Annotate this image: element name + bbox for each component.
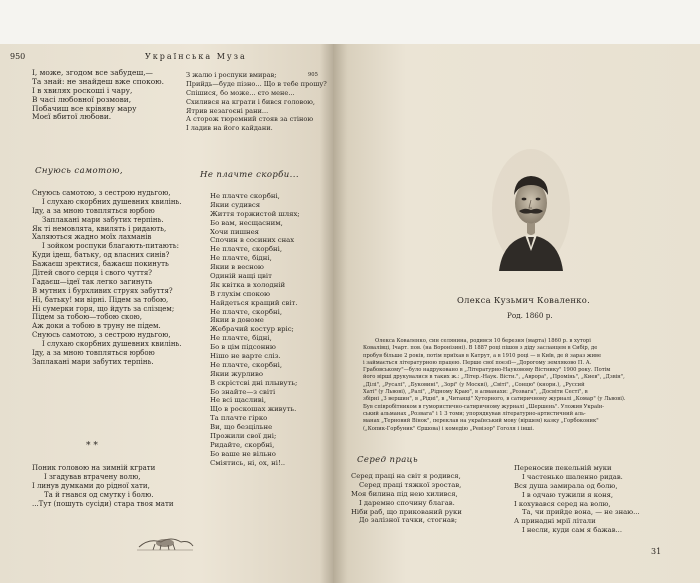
poem-line: Дітей свого серця і свого чуття? xyxy=(32,269,153,278)
poem-line: І ладив на його кайдани. xyxy=(186,124,273,133)
poem-line: Ні, батьку! ми вірні. Підем за тобою, xyxy=(32,295,169,304)
poem-line: Переносив пекельній муки xyxy=(514,464,612,472)
poem-line: В глухім спокою xyxy=(210,289,270,298)
bio-line: манах „Терновий Вінок", переклав на український мову (віршем) казку „Горбоконик" xyxy=(363,418,599,425)
poem-line: Заплакані мари забутих терпінь. xyxy=(42,215,164,224)
poem-line: Ні сумерки горя, що йдуть за слізцем; xyxy=(32,304,175,313)
poem-line: Як квітка в холодній xyxy=(210,280,286,289)
poem-line: Прийдь—буде пізно... Що в тебе прошу? xyxy=(186,79,327,88)
poem-line: Снуюсь самотою, з сестрою нудьгою, xyxy=(32,189,171,197)
bio-line: збірні „З вершин", в „Рідні", в „Читанці" Хуторного, в сатиричному журналі „Комар" (у Львові). xyxy=(363,396,626,403)
poem3-title: Не плачте скорби... xyxy=(200,170,299,180)
poem-line: Не всі щасливі, xyxy=(210,396,267,405)
poem-line: Ідy, а за мною товпляться юрбою xyxy=(32,349,155,358)
bio-line: його вірші друкувалися в таких ж.: „Літер.-Наук. Вістн.", „Аврора", „Промінь", „Киев", „Дзвін", xyxy=(363,374,625,381)
top-poem-right xyxy=(186,71,327,133)
poem-line: І даремно спочину благав. xyxy=(359,498,455,507)
poem-line: Снуюсь самотою, з сестрою нудьгою, xyxy=(32,331,171,340)
poem-line: Побачиш все крівяву мару xyxy=(32,103,137,113)
poem-line: Не плачте, бідні, xyxy=(210,334,272,343)
poem2-body xyxy=(32,464,174,508)
poem-line: Ідy, а за мною товпляться юрбою xyxy=(32,206,155,215)
poem-line: Моєї вбитої любови. xyxy=(32,112,112,122)
poem1-title: Снуюсь самотою, xyxy=(35,166,123,176)
poem-line: Та й гнався од смутку і болю. xyxy=(44,490,154,499)
poem-line: Якии судився xyxy=(210,200,261,209)
poem-line: І слухаю скорбних душевних квилінь. xyxy=(42,197,182,206)
poem-line: І линув думками до рідної хати, xyxy=(32,481,150,490)
poem-line: Заплакані мари забутих терпінь. xyxy=(32,357,154,366)
poem-line: Жебрачий костур вріс; xyxy=(210,325,294,334)
poem-line: Як ті немовлята, квилять і ридають, xyxy=(32,224,167,233)
bio-line: ський альманах „Розвага" і 1 3 томи; упорядкував літературно-артистичний аль- xyxy=(363,410,586,417)
poem-line: І зойком роспуки благають-питають: xyxy=(42,242,179,251)
poem-line: Спочин в сосиних снах xyxy=(210,236,295,245)
poem-line: Бо знайте—з світі xyxy=(210,387,276,396)
right-page xyxy=(308,44,700,583)
portrait-name: Олекса Кузьмич Коваленко. xyxy=(457,295,591,305)
poem-line: Не плачте, скорбні, xyxy=(210,245,283,254)
poem-line: В скрістсві дні плывуть; xyxy=(210,378,298,387)
poem-line: Не плачте, бідні, xyxy=(210,254,272,263)
poem-line: І кохувався серед на волю, xyxy=(514,499,611,508)
poem-line: Бо в цім підсонню xyxy=(210,343,276,352)
poem-line: І частенько шаленно ридав. xyxy=(522,472,623,481)
poem-line: В часі любовної розмови, xyxy=(32,94,132,104)
poem-line: А принадні мрії літали xyxy=(514,517,596,526)
ornament-vignette xyxy=(135,530,195,552)
bio-line: Був співробітником в гумористично-сатиричному журналі „Шершень". Уложив Україн- xyxy=(363,403,604,410)
left-page-number: 950 xyxy=(10,52,26,61)
poem-line: Серед праці на світ я родився, xyxy=(351,472,461,480)
poem-line: Спішися, бо може... єто мене... xyxy=(186,88,295,97)
poem-line: Не плачте скорбні, xyxy=(210,192,280,200)
poem-line: І згадував втрачену волю, xyxy=(44,472,141,481)
poem-line: Якии в дономе xyxy=(210,316,264,325)
portrait-caption: Род. 1860 р. xyxy=(507,311,553,320)
bio-line: Грабовському"—було надруковано в „Літературно-Науковому Вістнику" 1900 року. Потім xyxy=(363,367,611,374)
top-poem-left xyxy=(32,69,164,122)
poem-line: Найдеться кращий світ. xyxy=(210,298,298,307)
poem-line: Якии журливо xyxy=(210,369,264,378)
poem-line: В мутних і бурхливих струях забуття? xyxy=(32,286,173,295)
poem-line: Ридайте, скорбні, xyxy=(210,440,275,449)
poem-line: Схилився на кграти і бився головою, xyxy=(186,97,316,106)
poem-line: Вся душа замирала од болю, xyxy=(514,481,618,490)
poem-line: Бо вам, несщасним, xyxy=(210,218,283,227)
poem-line: Нішо не варте сліз. xyxy=(210,352,281,361)
poem-line: Та знай: не знайдеш вже спокою. xyxy=(32,76,164,86)
poem-line: Аж доки а тобою в труну не підем. xyxy=(32,322,161,331)
poem-line: Халяються жадно моїх лахманів xyxy=(32,233,152,242)
poem-line: Та плачте гірко xyxy=(210,414,268,423)
poem-line: Серед праці тяжкої зростав, xyxy=(359,480,462,489)
poem-line: І слухаю скорбних душевних квилінь. xyxy=(42,340,182,349)
poem-line: Бажаєш зректися, бажаєш покинуть xyxy=(32,260,169,269)
poem-line: Сміятись, ні, ох, ні!.. xyxy=(210,458,286,467)
poem-line: Що в роскошах живуть. xyxy=(210,405,297,414)
poem-left-column xyxy=(351,472,462,525)
poem-line: І, може, згодом все забудеш,— xyxy=(32,68,153,77)
poem-line: Якии в весною xyxy=(210,263,264,272)
bio-line: „Ділі", „Русалі", „Буковині", „Зорі" (у Москві), „Світі", „Сонцю" (кнори.), „Руссий xyxy=(363,381,585,388)
poem-line: Поник головою на зимній кграти xyxy=(32,464,156,472)
left-page xyxy=(0,44,333,583)
poem-line: Не плачте, скорбні, xyxy=(210,360,283,369)
poem-line: І в хвилях роскоші і чару, xyxy=(32,85,133,95)
poem-line: Не плачте, скорбні, xyxy=(210,307,283,316)
corner-number: 905 xyxy=(308,72,318,78)
poem-line: Життя торжистой шлях; xyxy=(210,209,300,218)
background-top xyxy=(0,0,700,46)
poem-line: Куди ідеш, батьку, од власних синів? xyxy=(32,251,170,260)
poem-line: Гадаєш—ідеї так легко загинуть xyxy=(32,277,153,286)
poem-line: І в одчаю тужили я коня, xyxy=(522,490,614,499)
poem-line: Ви, що безцільне xyxy=(210,423,273,432)
poem1-body xyxy=(32,189,182,367)
poem-line: До залізної тачки, стогнав; xyxy=(359,516,458,525)
running-header: Українська Муза xyxy=(145,52,247,61)
poem-line: А сторож тюремний стояв за стіною xyxy=(186,115,314,124)
poem-line: І несли, куди сам я бажав... xyxy=(522,526,623,535)
bio-line: Хаті" (у Львові), „Ралі", „Рідному Краю", в алманахи: „Розвага", „Досвіти Сесті", в xyxy=(363,389,588,396)
poem-title-sered-prats: Серед праць xyxy=(357,455,419,465)
poem-line: Ятрив незагоєні рани... xyxy=(186,106,269,115)
bio-line: і займається літературною працею. Перше свої поезії—„Дорогому земляково П. А. xyxy=(363,359,592,366)
bio-line: („Копик-Горбуник" Єршова) і комедію „Ревізор" Гоголя і інші. xyxy=(363,425,535,432)
poem-line: Підем за тобою—тобою скою, xyxy=(32,313,142,322)
poem-line: Та, чи прийде вона, — не знаю... xyxy=(522,508,640,517)
poem-line: Бо ваше не вільно xyxy=(210,449,276,458)
poem-line: Хочи пишнея xyxy=(210,227,260,236)
poem-line: ...Тут (пошуть сусіди) стара твоя мати xyxy=(32,499,174,508)
section-stars: * * xyxy=(86,441,98,451)
poem-line: Моя билина під нею хилився, xyxy=(351,489,458,498)
portrait-illustration xyxy=(491,147,571,271)
right-page-number: 31 xyxy=(651,547,662,556)
bio-line: Олекса Коваленко, син селянина, родився 10 березня (марта) 1860 р. в хуторі xyxy=(375,338,591,344)
bio-line: Ковалівці, Ічарт. пов. (на Воронізині). В 1887 році пішов з діду засланцем в Сибір, де xyxy=(363,345,598,352)
book-spread xyxy=(0,44,700,583)
poem3-body xyxy=(210,192,300,468)
poem-right-column xyxy=(514,464,640,535)
bio-line: пробув більше 2 років, потім приїхав в Катрут, а в 1910 році — в Київ, де й зараз живе xyxy=(363,352,602,359)
biography xyxy=(363,338,626,433)
poem-line: З жалю і роспуки вмирав; xyxy=(186,71,277,79)
poem-line: Ніби раб, що прикований руки xyxy=(351,507,462,516)
poem-line: Прожили свої дні; xyxy=(210,432,277,441)
poem-line: Одиній нащі цвіт xyxy=(210,272,272,281)
